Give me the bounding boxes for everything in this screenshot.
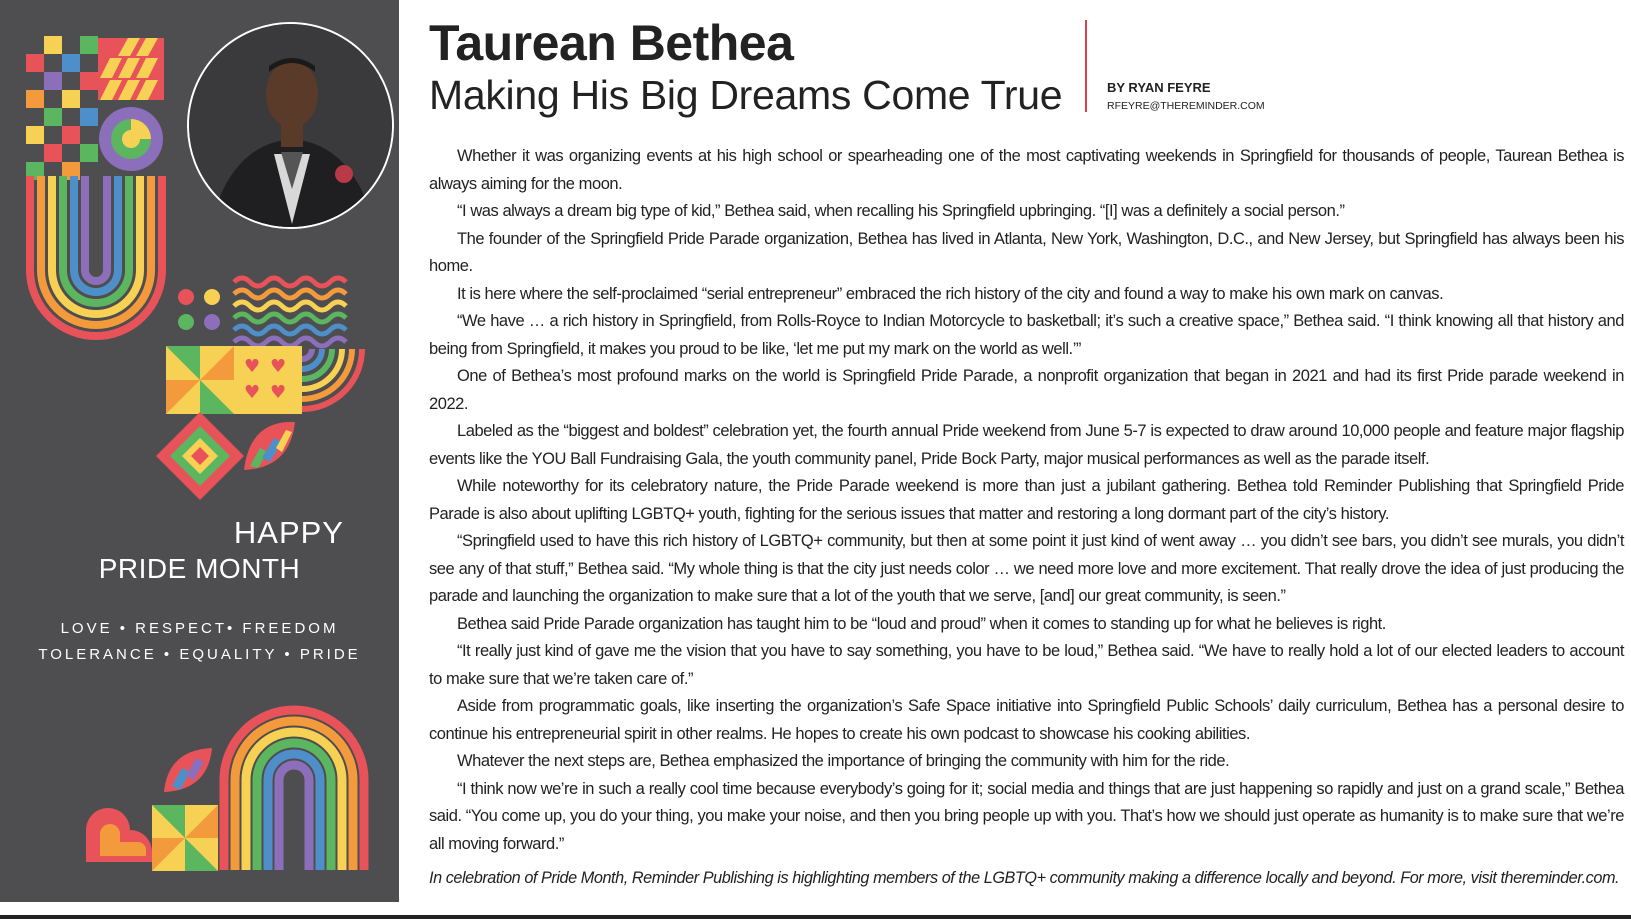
pinwheel-tile-art xyxy=(166,346,234,414)
article-paragraph: Aside from programmatic goals, like inserting the organization’s Safe Space initiative into Springfield Public Schools’ daily curriculum, Bethea has a personal desire to continue his entrepreneurial spirit in other realms. He hopes to create his own podcast to showcase his cooking abilities. xyxy=(429,697,1624,743)
svg-text:♥: ♥ xyxy=(270,356,287,377)
arch-rainbow-art xyxy=(224,710,364,870)
bottom-leaf-art xyxy=(164,748,212,792)
article-subtitle: Making His Big Dreams Come True xyxy=(429,72,1063,118)
article-paragraph: Labeled as the “biggest and boldest” celebration yet, the fourth annual Pride weekend from June 5-7 is expected to draw around 10,000 people and feature major flagship events like the YOU Ball Fundraising Gala, the youth community panel, Pride Bock Party, major musical performances as well as the parade itself. xyxy=(429,422,1624,468)
quarter-rainbow-art xyxy=(302,346,362,409)
article-paragraph: One of Bethea’s most profound marks on the world is Springfield Pride Parade, a nonprofit organization that began in 2021 and had its first Pride parade weekend in 2022. xyxy=(429,367,1624,413)
values-line-2: TOLERANCE • EQUALITY • PRIDE xyxy=(38,646,361,663)
profile-photo xyxy=(187,22,394,229)
article-paragraph: It is here where the self-proclaimed “serial entrepreneur” embraced the rich history of the city and found a way to make his own mark on canvas. xyxy=(457,284,1444,303)
article-paragraph: “We have … a rich history in Springfield, from Rolls-Royce to Indian Motorcycle to basketball; it’s such a creative space,” Bethea said. “I think knowing all that history and being from Springfield, it makes you proud to be like, ‘let me put my mark on the world as well.’” xyxy=(429,312,1624,358)
wave-lines-art xyxy=(234,278,346,346)
bottom-pinwheel-art xyxy=(152,805,218,871)
article-paragraph: Whatever the next steps are, Bethea emphasized the importance of bringing the community with him for the ride. xyxy=(457,752,1230,770)
header-divider xyxy=(1085,20,1087,112)
bottom-heart-art xyxy=(86,808,152,862)
checkered-pattern-art xyxy=(26,36,164,180)
pride-month-heading: PRIDE MONTH xyxy=(98,553,301,584)
happy-heading: HAPPY xyxy=(233,515,344,550)
diamond-art xyxy=(156,412,244,500)
article-paragraph: While noteworthy for its celebratory nature, the Pride Parade weekend is more than just a jubilant gathering. Bethea told Reminder Publishing that Springfield Pride Parade is also about uplifting LGBTQ+ youth, fighting for the serious issues that matter and restoring a long dormant part of the city’s history. xyxy=(429,477,1624,523)
svg-text:♥: ♥ xyxy=(244,356,261,377)
article-paragraph: The founder of the Springfield Pride Parade organization, Bethea has lived in Atlanta, New York, Washington, D.C., and New Jersey, but Springfield has always been his home. xyxy=(429,229,1624,275)
hearts-tile-art xyxy=(234,346,302,414)
article-paragraph: Bethea said Pride Parade organization has taught him to be “loud and proud” when it comes to standing up for what he believes is right. xyxy=(457,614,1386,633)
pride-sidebar xyxy=(0,0,399,902)
article-footer-note: In celebration of Pride Month, Reminder Publishing is highlighting members of the LGBTQ+ community making a difference locally and beyond. For more, visit thereminder.com. xyxy=(429,869,1620,887)
article-paragraph: Whether it was organizing events at his high school or spearheading one of the most captivating weekends in Springfield for thousands of people, Taurean Bethea is always aiming for the moon. xyxy=(429,147,1624,193)
article-body xyxy=(429,143,1624,858)
svg-text:♥: ♥ xyxy=(244,382,261,403)
bottom-divider xyxy=(0,915,1631,919)
author-email[interactable]: RFEYRE@THEREMINDER.COM xyxy=(1107,100,1265,112)
svg-text:♥: ♥ xyxy=(270,382,287,403)
article-title: Taurean Bethea xyxy=(429,15,794,71)
values-line-1: LOVE • RESPECT• FREEDOM xyxy=(60,620,339,637)
article-paragraph: “It really just kind of gave me the vision that you have to say something, you have to be loud,” Bethea said. “We have to really hold a lot of our elected leaders to account to make sure that we’re taken care of.” xyxy=(429,642,1624,688)
author-byline: BY RYAN FEYRE xyxy=(1107,80,1211,95)
leaf-art xyxy=(244,422,295,470)
rainbow-u-art xyxy=(30,176,162,336)
article-paragraph: “I think now we’re in such a really cool time because everybody’s going for it; social media and things that are just happening so rapidly and just on a grand scale,” Bethea said. “You come up, you do your thing, you make your noise, and then you bring people up with you. That’s how we should just operate as humanity is to make sure that we’re all moving forward.” xyxy=(429,779,1624,853)
article-paragraph: “Springfield used to have this rich history of LGBTQ+ community, but then at some point it just kind of went away … you didn’t see bars, you didn’t see murals, you didn’t see any of that stuff,” Bethea said. “My whole thing is that the city just needs color … we need more love and more excitement. That really drove the idea of just producing the parade and launching the organization to make sure that a lot of the youth that we serve, [and] our great community, is seen.” xyxy=(429,532,1624,605)
article-paragraph: “I was always a dream big type of kid,” Bethea said, when recalling his Springfield upbringing. “[I] was a definitely a social person.” xyxy=(457,202,1345,220)
